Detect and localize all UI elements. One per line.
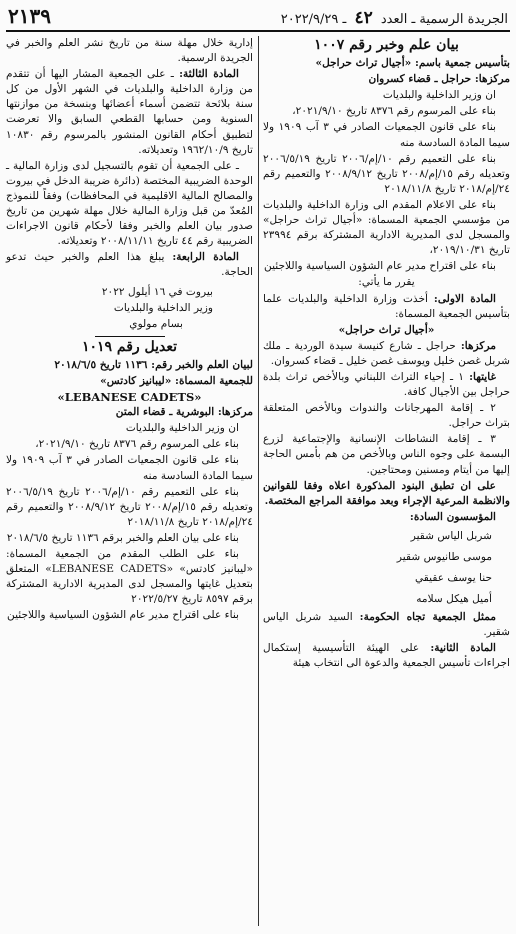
decree-1007-article-2 — [263, 641, 510, 671]
amendment-1019-association: للجمعية المسماة: «ليبانيز كادتس» — [100, 374, 253, 387]
government-representative — [263, 610, 510, 640]
article-3-label: المادة الثالثة: — [179, 68, 239, 81]
left-column — [6, 36, 253, 624]
decree-1007-article-4 — [6, 250, 253, 280]
article-1-label: المادة الاولى: — [433, 292, 496, 305]
decree-1007-aim-1 — [263, 370, 510, 400]
association-name: «أجيال تراث حراجل» — [338, 323, 435, 336]
decree-1007-aim-2: ٢ ـ إقامة المهرجانات والندوات وبالأخص المتعلقة بتراث حراجل. — [263, 402, 510, 430]
header-gazette-info — [281, 8, 508, 28]
amendment-1019-recital: بناء على قانون الجمعيات الصادر في ٣ آب ١٩٠٩ ولا سيما المادة السادسة منه — [6, 454, 253, 482]
tax-registration-text: ـ على الجمعية أن تقوم بالتسجيل لدى وزارة المالية ـ الوحدة الضريبية المختصة (دائرة ضريبة الدخل في بيروت والمصالح المالية الاقليمية في المحافظات) وفقاً للنموذج المُعدّ من قبل وزارة المالية خلال مهلة شهرين من تاريخ صدور بيان العلم والخبر وفقا لأحكام قانون الاجراءات الضريبية رقم ٤٤ تاريخ ٢٠٠٨/١١/١١ وتعديلاته. — [6, 159, 253, 248]
decree-1007-subtitle: بتأسيس جمعية باسم: «أجيال تراث حراجل» — [315, 57, 510, 70]
decree-1007-decides: يقرر ما يأتي: — [358, 276, 415, 289]
decree-1007-title: بيان علم وخبر رقم ١٠٠٧ — [314, 37, 459, 53]
decree-1007-recital: بناء على التعميم رقم ١٠/إم/٢٠٠٦ تاريخ ٢٠٠٦/٥/١٩ وتعديله رقم ١٥/إم/٢٠٠٨ تاريخ ٢٠٠٨/٩/١٢ والتعميم رقم ٢٤/إم/٢٠١٨ تاريخ ٢٠١٨/١١/٨ — [263, 152, 510, 195]
hq-label: مركزها: — [460, 339, 496, 352]
amendment-1019-recital: بناء على المرسوم رقم ٨٣٧٦ تاريخ ٢٠٢١/٩/١٠، — [35, 438, 239, 451]
amendment-1019-recital: بناء على التعميم رقم ١٠/إم/٢٠٠٦ تاريخ ٢٠٠٦/٥/١٩ وتعديله رقم ١٥/إم/٢٠٠٨ تاريخ ٢٠٠٨/٩/١٢ والتعميم رقم ٢٤/إم/٢٠١٨ تاريخ ٢٠١٨/١١/٨ — [6, 485, 253, 528]
amendment-1019-latin-name: «LEBANESE CADETS» — [57, 390, 202, 405]
founder-name: حنا يوسف عقيقي — [414, 571, 492, 584]
decree-1007-recital: بناء على اقتراح مدير عام الشؤون السياسية واللاجئين — [264, 260, 496, 273]
decree-1007-conditions: على ان تطبق البنود المذكورة اعلاه وفقا للقوانين والانظمة المرعية الإجراء وبعد موافقة المراجع المختصة. — [263, 479, 510, 507]
page-header — [6, 4, 510, 32]
article-2-label: المادة الثانية: — [430, 642, 496, 655]
signature-place-date: بيروت في ١٦ أيلول ٢٠٢٢ — [101, 285, 213, 298]
founder-name: موسى طانيوس شقير — [396, 550, 492, 563]
amendment-1019-recital: بناء على الطلب المقدم من الجمعية المسماة: «ليبانيز كادتس» «LEBANESE CADETS» المتعلق بتعديل غايتها والمسجل لدى المديرية الادارية المشتركة برقم ٨٥٩٧ تاريخ ٢٠٢٢/٥/٢٧ — [6, 548, 254, 606]
issue-date: ـ ٢٠٢٢/٩/٢٩ — [280, 12, 347, 27]
issue-number: ٤٢ — [354, 8, 373, 28]
aim-text: ١ ـ إحياء التراث اللبناني وبالأخص تراث بلدة حراجل بين الأجيال كافة. — [263, 370, 510, 399]
article-1-text: أخذت وزارة الداخلية والبلديات علما بتأسيس الجمعية المسماة: — [263, 292, 510, 320]
aim-label: غايتها: — [469, 370, 497, 383]
continued-text: إدارية خلال مهلة سنة من تاريخ نشر العلم والخبر في الجريدة الرسمية. — [6, 37, 253, 65]
gazette-title: الجريدة الرسمية ـ العدد — [380, 12, 508, 27]
decree-1007-recital: بناء على قانون الجمعيات الصادر في ٣ آب ١٩٠٩ ولا سيما المادة السادسة منه — [263, 121, 510, 149]
article-2-text: على الهيئة التأسيسية إستكمال اجراءات تأسيس الجمعية والدعوة الى انتخاب هيئة — [263, 642, 510, 670]
founders-label: المؤسسون السادة: — [409, 510, 496, 523]
column-divider — [258, 36, 259, 926]
decree-1007-hq: مركزها: حراجل ـ قضاء كسروان — [368, 73, 510, 86]
decree-1007-authority: ان وزير الداخلية والبلديات — [382, 89, 496, 102]
amendment-1019-recital: بناء على بيان العلم والخبر برقم ١١٣٦ تاريخ ٢٠١٨/٦/٥ — [6, 531, 239, 544]
decree-1007-article-1 — [263, 292, 510, 322]
decree-1007-article-3 — [6, 67, 253, 158]
page-number: ٢١٣٩ — [8, 4, 51, 28]
signature-title: وزير الداخلية والبلديات — [113, 301, 213, 314]
hq-text: حراجل ـ شارع كنيسة سيدة الوردية ـ ملك شربل غصن خليل ويوسف غصن خليل ـ قضاء كسروان. — [263, 339, 510, 367]
founder-name: شربل الياس شقير — [410, 529, 492, 542]
decree-1007-recital: بناء على المرسوم رقم ٨٣٧٦ تاريخ ٢٠٢١/٩/١٠، — [292, 105, 496, 118]
founder-name: أميل هيكل سلامه — [416, 592, 492, 605]
amendment-1019-hq: مركزها: البوشرية ـ قضاء المتن — [115, 406, 253, 419]
right-column — [263, 36, 510, 672]
amendment-1019-authority: ان وزير الداخلية والبلديات — [125, 422, 239, 435]
amendment-1019-title: تعديل رقم ١٠١٩ — [81, 338, 178, 355]
article-3-text: ـ على الجمعية المشار اليها أن تتقدم من وزارة الداخلية والبلديات في الشهر الأول من كل سنة بلائحة تتضمن أسماء أعضائها وبنسخة من موازنتها السنوية ومن حسابها القطعي السابق والا تعرضت لتطبيق أحكام القانون المنشور بالمرسوم رقم ١٠٨٣٠ تاريخ ١٩٦٢/١٠/٩ وتعديلاته. — [6, 68, 253, 156]
section-separator — [95, 336, 165, 337]
amendment-1019-recital: بناء على اقتراح مدير عام الشؤون السياسية واللاجئين — [7, 609, 239, 622]
decree-1007-aim-3: ٣ ـ إقامة النشاطات الإنسانية والإجتماعية لزرع البسمة على وجوه الناس وبالأخص من هم بأمس الحاجة إليها من أيتام ومسنين ومحتاجين. — [263, 433, 510, 476]
decree-1007-hq-detail — [263, 339, 510, 369]
founders-list — [263, 526, 510, 610]
amendment-1019-subtitle: لبيان العلم والخبر رقم: ١١٣٦ تاريخ ٢٠١٨/٦/٥ — [54, 358, 253, 371]
decree-1007-recital: بناء على الاعلام المقدم الى وزارة الداخلية والبلديات من مؤسسي الجمعية المسماة: «أجيال تراث حراجل» والمسجل لدى المديرية الادارية المشتركة برقم ٢٣٩٩٤ تاريخ ٢٠١٩/١٠/٣١، — [263, 198, 510, 257]
representative-label: ممثل الجمعية تجاه الحكومة: — [359, 610, 496, 623]
representative-name: السيد شربل الياس شقير. — [263, 610, 510, 638]
signature-name: بسام مولوي — [129, 317, 183, 330]
article-4-label: المادة الرابعة: — [172, 251, 239, 264]
article-4-text: يبلغ هذا العلم والخبر حيث تدعو الحاجة. — [6, 251, 253, 279]
